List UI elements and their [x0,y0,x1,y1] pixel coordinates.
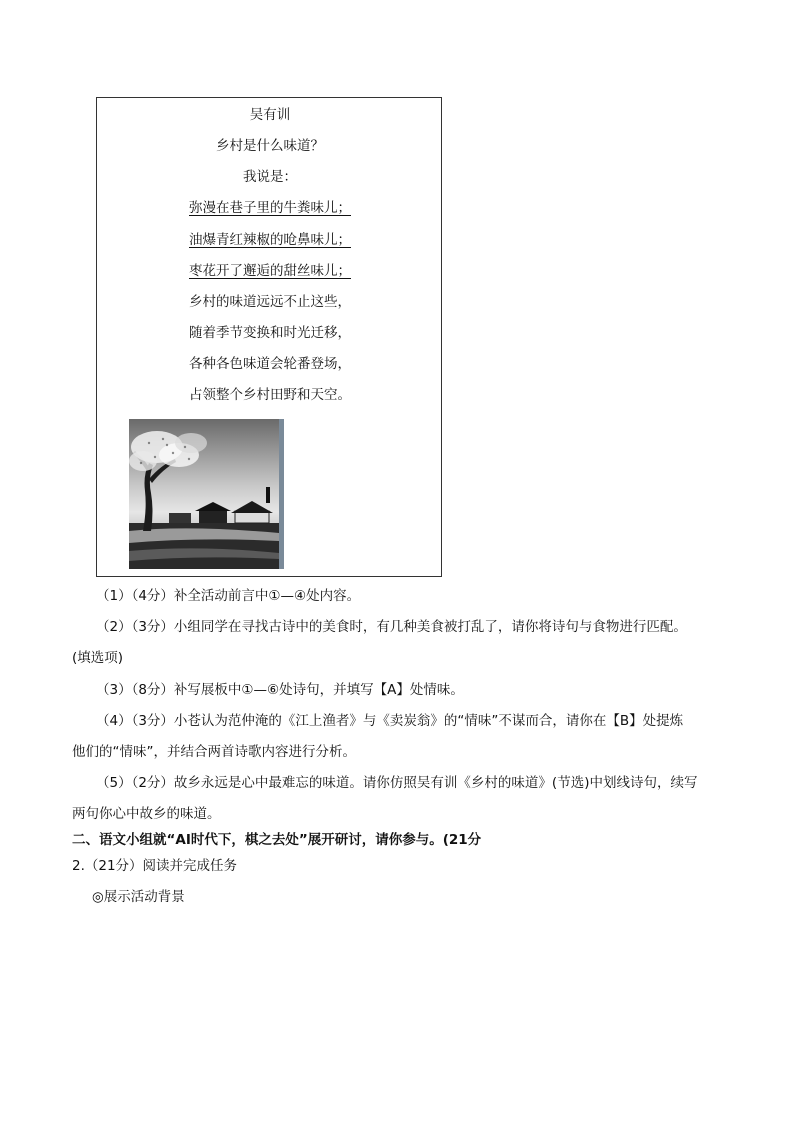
question-5: （5）（2分）故乡永远是心中最难忘的味道。请你仿照吴有训《乡村的味道》(节选)中划线诗句，续写 [96,775,698,791]
poem-line-underlined-2: 油爆青红辣椒的呛鼻味儿； [189,232,351,248]
task-2: 2.（21分）阅读并完成任务 [72,858,238,874]
poem-line-underlined-1: 弥漫在巷子里的牛粪味儿； [189,200,351,216]
activity-background: ◎展示活动背景 [92,889,185,905]
question-3: （3）（8分）补写展板中①—⑥处诗句，并填写【A】处情味。 [96,682,464,698]
poem-author: 吴有训 [249,107,291,123]
poem-line-7: 随着季节变换和时光迁移， [189,325,351,341]
section-2-heading: 二、语文小组就“AI时代下，棋之去处”展开研讨，请你参与。(21分 [72,832,482,848]
village-landscape-image [129,419,284,569]
poem-line-2: 我说是： [243,169,297,185]
poem-box [96,97,442,577]
question-1: （1）（4分）补全活动前言中①—④处内容。 [96,588,361,604]
poem-line-8: 各种各色味道会轮番登场， [189,356,351,372]
question-4: （4）（3分）小苍认为范仲淹的《江上渔者》与《卖炭翁》的“情味”不谋而合，请你在【B】处提炼 [96,713,684,729]
poem-line-9: 占领整个乡村田野和天空。 [189,387,351,403]
question-5-cont: 两句你心中故乡的味道。 [72,806,221,822]
poem-line-underlined-3: 枣花开了邂逅的甜丝味儿； [189,263,351,279]
question-4-cont: 他们的“情味”，并结合两首诗歌内容进行分析。 [72,744,356,760]
poem-line-1: 乡村是什么味道？ [216,138,324,154]
question-2-cont: (填选项) [72,650,124,666]
question-2: （2）（3分）小组同学在寻找古诗中的美食时，有几种美食被打乱了，请你将诗句与食物进行匹配。 [96,619,687,635]
poem-line-6: 乡村的味道远远不止这些， [189,294,351,310]
